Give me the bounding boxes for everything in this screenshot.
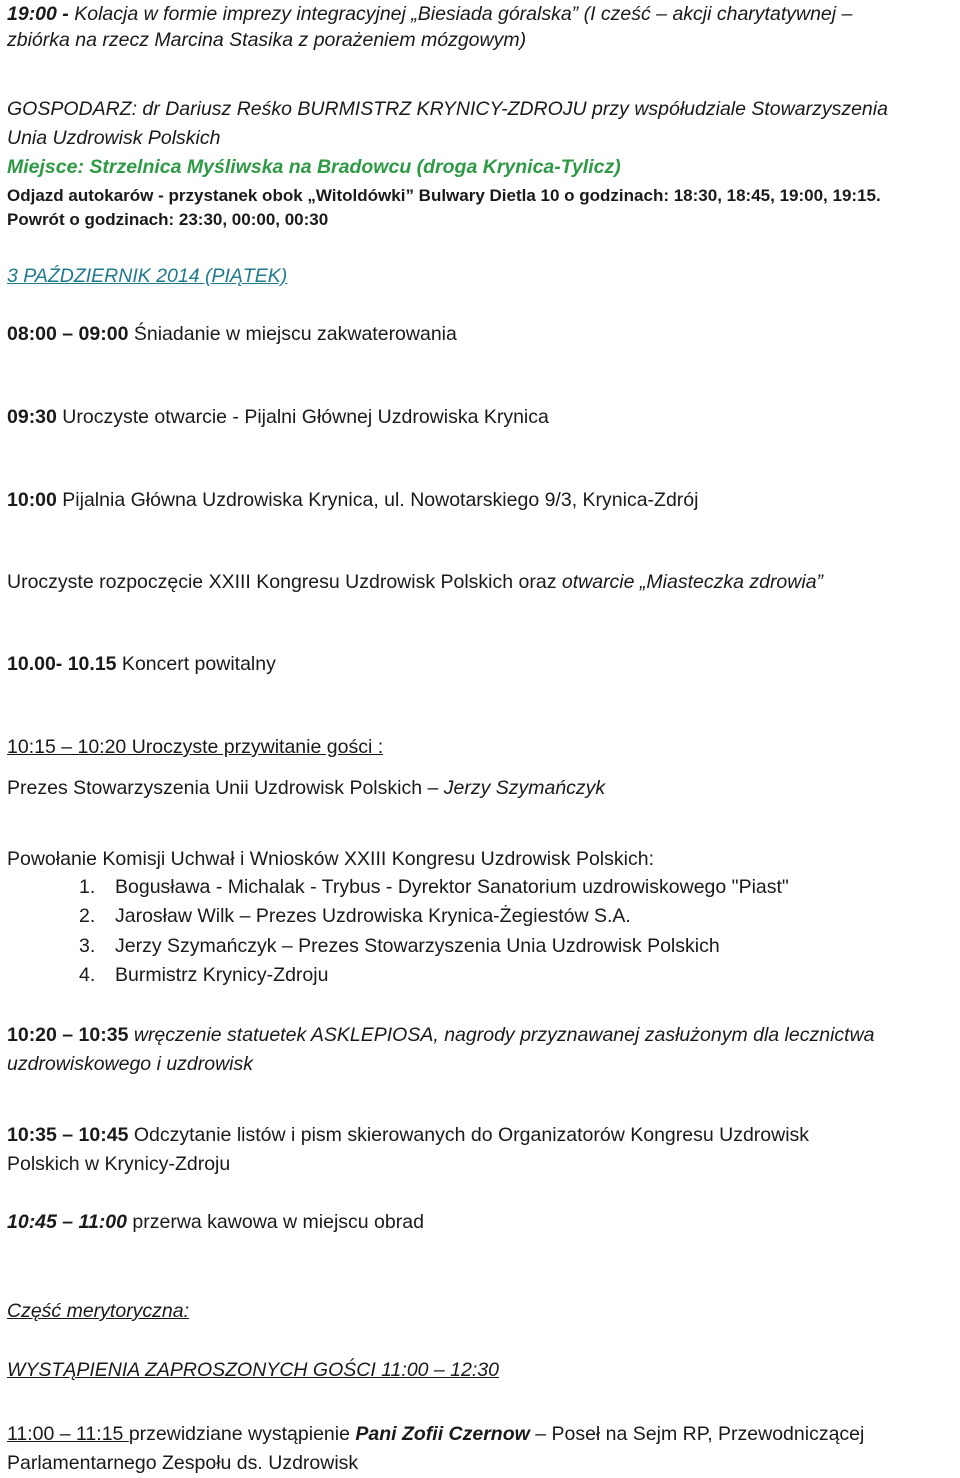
- list-item: 3. Jerzy Szymańczyk – Prezes Stowarzyszenia Unia Uzdrowisk Polskich: [79, 934, 720, 957]
- breakfast-item: [7, 320, 457, 348]
- commission-list: [79, 873, 789, 990]
- awards-item-line-2: uzdrowiskowego i uzdrowisk: [7, 1053, 254, 1075]
- departure-line: Odjazd autokarów - przystanek obok „Witoldówki” Bulwary Dietla 10 o godzinach: 18:30, 18:45, 19:00, 19:15.: [7, 186, 881, 205]
- pijalnia-item: [7, 486, 698, 514]
- letters-item-line-1: [7, 1121, 809, 1149]
- coffee-item: [7, 1208, 424, 1236]
- welcome-item: 10:15 – 10:20 Uroczyste przywitanie gości :: [7, 736, 384, 758]
- dinner-text: Kolacja w formie imprezy integracyjnej „Biesiada góralska” (I cześć – akcji charytatywnej –: [68, 3, 853, 25]
- pijalnia-time: 10:00: [7, 489, 57, 511]
- awards-time: 10:20 – 10:35: [7, 1024, 129, 1046]
- speech-name: Pani Zofii Czernow: [355, 1423, 530, 1445]
- dinner-line-1: [7, 0, 852, 28]
- return-line: Powrót o godzinach: 23:30, 00:00, 00:30: [7, 210, 329, 229]
- congress-text: Uroczyste rozpoczęcie XXIII Kongresu Uzdrowisk Polskich oraz: [7, 571, 562, 593]
- host-line-2: Unia Uzdrowisk Polskich: [7, 127, 221, 149]
- speech-item-line-1: [7, 1420, 864, 1448]
- speech-item-line-2: Parlamentarnego Zespołu ds. Uzdrowisk: [7, 1452, 359, 1474]
- concert-item: [7, 650, 276, 678]
- concert-text: Koncert powitalny: [116, 653, 276, 675]
- president-text: Prezes Stowarzyszenia Unii Uzdrowisk Polskich –: [7, 777, 444, 799]
- letters-item-line-2: Polskich w Krynicy-Zdroju: [7, 1153, 231, 1175]
- congress-start-item: [7, 568, 823, 596]
- coffee-time: 10:45 – 11:00: [7, 1211, 127, 1233]
- letters-text: Odczytanie listów i pism skierowanych do Organizatorów Kongresu Uzdrowisk: [128, 1124, 810, 1146]
- president-item: [7, 774, 605, 802]
- dinner-line-2: zbiórka na rzecz Marcina Stasika z porażeniem mózgowym): [7, 29, 527, 51]
- speech-time: 11:00 – 11:15: [7, 1423, 129, 1445]
- letters-time: 10:35 – 10:45: [7, 1124, 129, 1146]
- opening-time: 09:30: [7, 406, 57, 428]
- president-name: Jerzy Szymańczyk: [443, 777, 606, 799]
- congress-italic: otwarcie „Miasteczka zdrowia”: [561, 571, 824, 593]
- day-heading: 3 PAŹDZIERNIK 2014 (PIĄTEK): [7, 265, 288, 287]
- venue-line: Miejsce: Strzelnica Myśliwska na Bradowcu (droga Krynica-Tylicz): [7, 156, 621, 178]
- speech-text: przewidziane wystąpienie: [128, 1423, 356, 1445]
- coffee-text: przerwa kawowa w miejscu obrad: [126, 1211, 424, 1233]
- pijalnia-text-b: Nowotarskiego 9/3, Krynica-Zdrój: [410, 489, 699, 511]
- dinner-time: 19:00 -: [7, 3, 69, 25]
- section-guests: WYSTĄPIENIA ZAPROSZONYCH GOŚCI 11:00 – 12:30: [7, 1359, 499, 1381]
- breakfast-text: Śniadanie w miejscu zakwaterowania: [128, 323, 457, 345]
- opening-text: Uroczyste otwarcie - Pijalni Głównej Uzdrowiska Krynica: [56, 406, 549, 428]
- commission-heading: Powołanie Komisji Uchwał i Wniosków XXIII Kongresu Uzdrowisk Polskich:: [7, 848, 654, 870]
- speech-rest: – Poseł na Sejm RP, Przewodniczącej: [529, 1423, 865, 1445]
- breakfast-time: 08:00 – 09:00: [7, 323, 129, 345]
- opening-item: [7, 403, 549, 431]
- host-line-1: GOSPODARZ: dr Dariusz Reśko BURMISTRZ KRYNICY-ZDROJU przy współudziale Stowarzyszenia: [7, 98, 888, 120]
- list-item: 2. Jarosław Wilk – Prezes Uzdrowiska Krynica-Żegiestów S.A.: [79, 905, 631, 928]
- list-item: 4. Burmistrz Krynicy-Zdroju: [79, 963, 329, 986]
- section-meritum: Część merytoryczna:: [7, 1300, 190, 1322]
- list-item: 1. Bogusława - Michalak - Trybus - Dyrektor Sanatorium uzdrowiskowego "Piast": [79, 876, 789, 898]
- concert-time: 10.00- 10.15: [7, 653, 117, 675]
- awards-item-line-1: [7, 1021, 875, 1049]
- awards-text: wręczenie statuetek ASKLEPIOSA, nagrody przyznawanej zasłużonym dla lecznictwa: [128, 1024, 875, 1046]
- pijalnia-text-a: Pijalnia Główna Uzdrowiska Krynica, ul.: [56, 489, 411, 511]
